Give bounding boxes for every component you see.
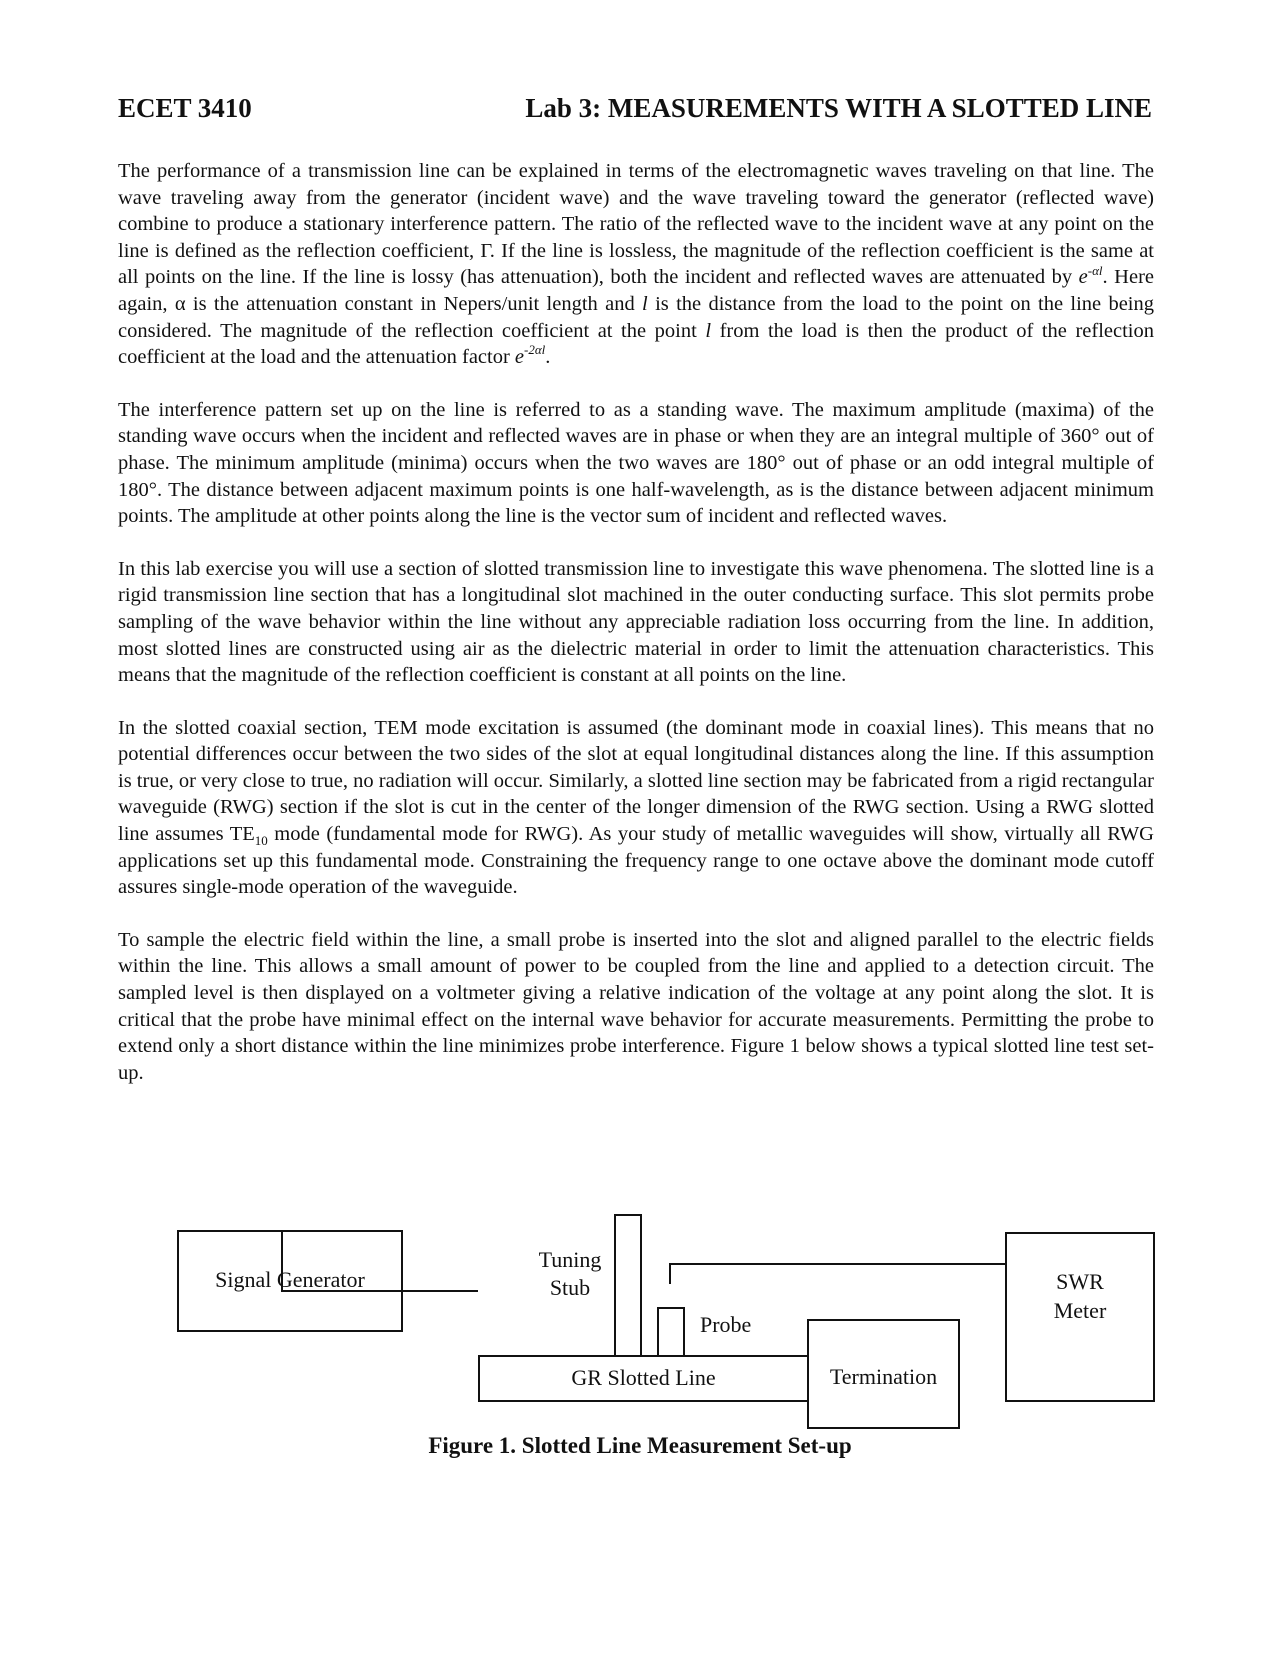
course-code: ECET 3410 [118, 93, 252, 123]
paragraph-tem-mode: In the slotted coaxial section, TEM mode excitation is assumed (the dominant mode in coaxial lines). This means that no potential differences occur between the two sides of the slot at equal longitudinal distances along the line. If this assumption is true, or very close to true, no radiation will occur. Similarly, a slotted line section may be fabricated from a rigid rectangular waveguide (RWG) section if the slot is cut in the center of the longer dimension of the RWG section. Using a RWG slotted line assumes $TE_{10}$ mode (fundamental mode for RWG). As your study of metallic waveguides will show, virtually all RWG applications set up this fundamental mode. Constraining the frequency range to one octave above the dominant mode cutoff assures single-mode operation of the waveguide. [118, 716, 1154, 899]
signal-generator-label: Signal Generator [215, 1267, 365, 1292]
probe-cable-line [670, 1264, 1006, 1284]
slotted-line-label: GR Slotted Line [571, 1365, 716, 1390]
paragraph-slotted-line: In this lab exercise you will use a section of slotted transmission line to investigate this wave phenomena. The slotted line is a rigid transmission line section that has a longitudinal slot machined in the outer conducting surface. This slot permits probe sampling of the wave behavior within the line without any appreciable radiation loss occurring from the line. In addition, most slotted lines are constructed using air as the dielectric material in order to limit the attenuation characteristics. This means that the magnitude of the reflection coefficient is constant at all points on the line. [118, 557, 1154, 687]
tuning-stub-label-line2: Stub [549, 1275, 591, 1300]
signal-generator-box [177, 1230, 403, 1332]
swr-meter-label-line2: Meter [1053, 1298, 1107, 1323]
tuning-stub-box [614, 1214, 642, 1357]
probe-label: Probe [700, 1312, 752, 1337]
paragraph-reflection-coefficient: The performance of a transmission line can be explained in terms of the electromagnetic waves traveling on that line. The wave traveling away from the generator (incident wave) and the wave traveling toward the generator (reflected wave) combine to produce a stationary interference pattern. The ratio of the reflected wave to the incident wave at any point on the line is defined as the reflection coefficient, Γ. If the line is lossless, the magnitude of the reflection coefficient is the same at all points on the line. If the line is lossy (has attenuation), both the incident and reflected waves are attenuated by $e^{-\alpha l}$. Here again, α is the attenuation constant in Nepers/unit length and l is the distance from the load to the point on the line being considered. The magnitude of the reflection coefficient at the point l from the load is then the product of the reflection coefficient at the load and the attenuation factor $e^{-2\alpha l}$. [118, 160, 1154, 369]
slotted-line-box [478, 1355, 809, 1402]
generator-cable-line [282, 1232, 478, 1291]
swr-meter-box [1005, 1232, 1155, 1402]
probe-box [657, 1307, 685, 1357]
paragraph-standing-wave: The interference pattern set up on the line is referred to as a standing wave. The maximum amplitude (maxima) of the standing wave occurs when the incident and reflected waves are in phase or when they are an integral multiple of 360° out of phase. The minimum amplitude (minima) occurs when the two waves are 180° out of phase or an odd integral multiple of 180°. The distance between adjacent maximum points is one half-wavelength, as is the distance between adjacent minimum points. The amplitude at other points along the line is the vector sum of incident and reflected waves. [118, 398, 1154, 528]
document-page [118, 88, 1154, 1112]
paragraph-probe-sampling: To sample the electric field within the line, a small probe is inserted into the slot and aligned parallel to the electric fields within the line. This allows a small amount of power to be coupled from the line and applied to a detection circuit. The sampled level is then displayed on a voltmeter giving a relative indication of the voltage at any point along the slot. It is critical that the probe have minimal effect on the internal wave behavior for accurate measurements. Permitting the probe to extend only a short distance within the line minimizes probe interference. Figure 1 below shows a typical slotted line test set-up. [118, 928, 1154, 1084]
page-header [118, 88, 1154, 128]
figure-caption: Figure 1. Slotted Line Measurement Set-up [428, 1433, 852, 1458]
termination-label: Termination [829, 1364, 938, 1389]
tuning-stub-label-line1: Tuning [538, 1247, 602, 1272]
swr-meter-label-line1: SWR [1056, 1269, 1104, 1294]
lab-title: Lab 3: MEASUREMENTS WITH A SLOTTED LINE [525, 93, 1152, 123]
termination-box [807, 1319, 960, 1429]
